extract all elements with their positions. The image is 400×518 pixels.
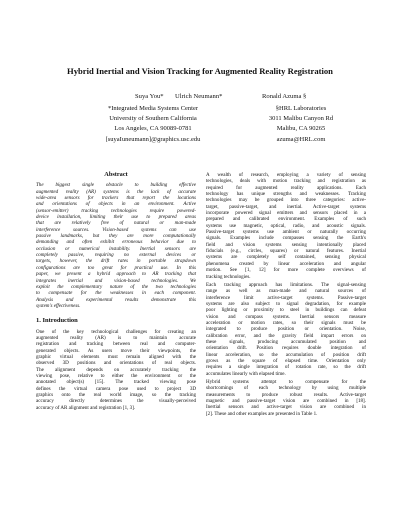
text-line: integrates inertial and vision-based technologies. We [36,277,196,284]
affiliation-line: *Integrated Media Systems Center [107,105,199,112]
text-line: Passive-target systems use ambient or naturally occurring [206,229,366,236]
text-line: fiducials (e.g., circles, squares) or natural features. Inertial [206,248,366,255]
text-line: Analysis and experimental results demonstrate this [36,296,196,303]
author-names [0,93,400,103]
text-line: accuracy of AR alignment and registration [1, 3]. [36,404,136,411]
text-line: systems use magnetic, optical, radio, and acoustic signals. [206,222,366,229]
author-name: Suya You* [135,93,164,100]
text-line: generated objects. As users move their viewpoints, the [36,347,196,354]
text-line: Hybrid systems attempt to compensate for the [206,379,366,385]
text-line: range as well as man-made and natural sources of [206,288,366,295]
abstract-heading: Abstract [104,171,128,178]
text-line: poor lighting or proximity to steel in buildings can defeat [206,307,366,314]
text-line: field and vision systems sensing intentionally placed [206,241,366,248]
text-line: observed 3D positions and orientations of real objects. [36,360,196,367]
text-line: accumulates linearly with elapsed time. [206,370,286,377]
text-line: annotated object(s) [15]. The tracked viewing pose [36,379,196,386]
paragraph [206,379,366,417]
text-line: technologies may be grouped into three categories: active- [206,197,366,204]
abstract-body [36,182,196,309]
text-line: system's effectiveness. [36,302,81,309]
text-line: required for augmented reality applications. Each [206,184,366,191]
text-line: orientation drift. Position requires double integration of [206,345,366,352]
text-line: targets, however, the drift rates in portable strapdown [36,258,196,265]
text-line: systems are also subject to signal degradation, for example [206,300,366,307]
text-line: magnetic and passive-target vision are combined in [18]. [206,398,366,405]
text-line: device installation, limiting their use to prepared areas [36,214,196,221]
text-line: shortcomings of each technology by using multiple [206,385,366,392]
text-line: systems are completely self contained, sensing physical [206,254,366,261]
left-column [36,172,196,411]
text-line: One of the key technological challenges for creating an [36,328,196,335]
text-line: technology has unique strengths and weaknesses. Tracking [206,191,366,198]
affiliation-line: Los Angeles, CA 90089-0781 [114,125,192,133]
text-line: target, passive-target, and inertial. Active-target systems [206,203,366,210]
text-line: occlusion or numerical instability. Inertial sensors are [36,245,196,252]
text-line: wide-area sensors for trackers that report the locations [36,195,196,202]
text-line: viewing pose, relative to either the environment or the [36,372,196,379]
author-name: Ronald Azuma § [262,93,307,100]
text-line: calibration error, and the gravity field impart errors on [206,332,366,339]
paper-title: Hybrid Inertial and Vision Tracking for Augmented Reality Registration [67,66,333,76]
text-line: tracking technologies. [206,273,251,280]
affiliation-right [246,104,356,145]
text-line: Each tracking approach has limitations. The signal-sensing [206,281,366,288]
text-line: configurations are too great for practical use. In this [36,264,196,271]
text-line: measurements to produce robust results. Active-target [206,391,366,398]
text-line: completely passive, requiring no external devices or [36,252,196,259]
text-line: vision and compass systems. Inertial sensors measure [206,313,366,320]
text-line: accuracy directly determines the visually-perceived [36,398,196,405]
text-line: that are relatively free of natural or man-made [36,220,196,227]
text-line: Inertial sensors and active-target vision are combined in [206,404,366,411]
text-line: The biggest single obstacle to building effective [36,182,196,189]
text-line: The alignment depends on accurately tracking the [36,366,196,373]
affiliation-email: azuma@HRL.com [276,135,326,143]
text-line: incorporate powered signal emitters and sensors placed in a [206,210,366,217]
text-line: graphics onto the real world image, so the tracking [36,392,196,398]
affiliation-left [78,104,228,145]
paragraph [206,282,366,377]
text-line: prepared and calibrated environment. Examples of such [206,216,366,223]
text-line: signals. Examples include compasses sensing the Earth's [206,235,366,242]
text-line: registration and tracking between real and computer- [36,341,196,348]
text-line: augmented reality (AR) is to maintain accurate [36,334,196,341]
text-line: paper, we present a hybrid approach to AR tracking that [36,271,196,278]
text-line: requires a single integration of rotation rate, so the drift [206,364,366,371]
text-line: interference limit active-target systems. Passive-target [206,294,366,301]
affiliation-line: University of Southern California [109,115,197,123]
introduction-body [36,329,196,411]
text-line: demanding and often exhibit erroneous behavior due to [36,239,196,246]
text-line: A wealth of research, employing a variety of sensing [206,172,366,178]
text-line: these signals, producing accumulated position and [206,338,366,345]
text-line: technologies, deals with motion tracking and registration as [206,178,366,185]
text-line: passive landmarks, but they are more computationally [36,233,196,240]
text-line: and orientations of objects in an environment. Active [36,201,196,208]
right-column-body [206,172,366,417]
affiliation-line: 3011 Malibu Canyon Rd [268,115,334,123]
text-line: interference sources. Vision-based systems can use [36,226,196,233]
text-line: defines the virtual camera pose used to project 3D [36,385,196,392]
text-line: graphic virtual elements must remain aligned with the [36,353,196,360]
author-name: Ulrich Neumann* [175,93,223,100]
text-line: (sensor-emitter) tracking technologies require powered- [36,207,196,214]
affiliation-email: [suyaIuneumann]@graphics.usc.edu [105,135,201,143]
text-line: phenomena created by linear acceleration and angular [206,260,366,267]
text-line: augmented reality (AR) systems is the lack of accurate [36,188,196,195]
paragraph [206,172,366,280]
text-line: acceleration or motion rates, so their signals must be [206,319,366,326]
affiliation-line: Malibu, CA 90265 [276,125,326,133]
text-line: linear acceleration, so the accumulation of position drift [206,351,366,358]
text-line: motion. See [1, 12] for more complete overviews of [206,267,366,274]
right-column [206,172,366,419]
text-line: [2]. These and other examples are presented in Table 1. [206,410,318,417]
section-heading: 1. Introduction [36,317,78,325]
text-line: integrated to produce position or orientation. Noise, [206,326,366,333]
text-line: grows as the square of elapsed time. Orientation only [206,357,366,364]
affiliation-line: §HRL Laboratories [275,105,327,112]
text-line: to compensate for the weaknesses in each component. [36,290,196,297]
text-line: exploit the complementary nature of the two technologies [36,283,196,290]
